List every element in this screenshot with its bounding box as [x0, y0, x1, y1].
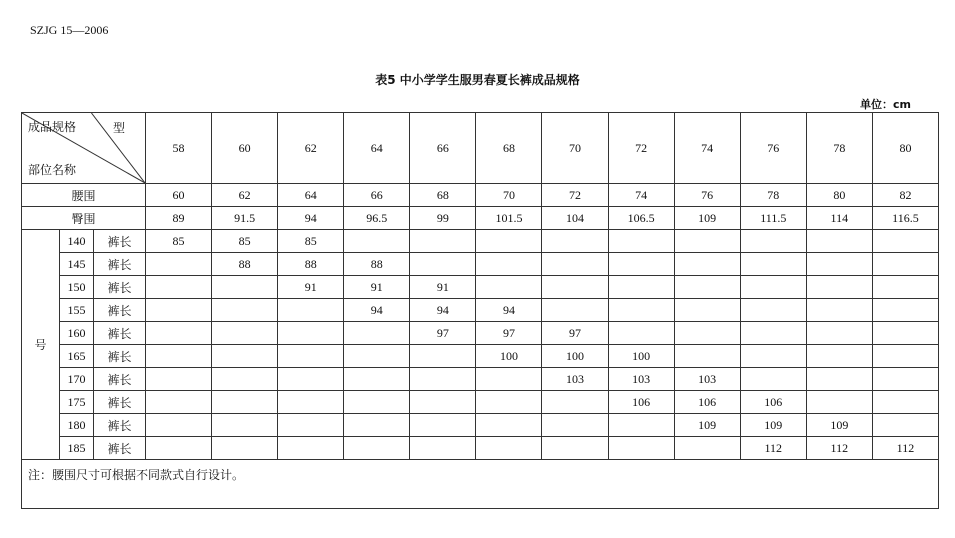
length-value-cell — [872, 299, 938, 322]
note-row — [22, 460, 939, 509]
length-value-cell: 109 — [806, 414, 872, 437]
length-value-cell: 88 — [212, 253, 278, 276]
size-value-cell: 150 — [60, 276, 94, 299]
length-value-cell — [212, 345, 278, 368]
length-value-cell: 85 — [278, 230, 344, 253]
length-value-cell: 112 — [806, 437, 872, 460]
length-value-cell — [278, 391, 344, 414]
length-value-cell — [740, 230, 806, 253]
length-value-cell — [410, 437, 476, 460]
length-value-cell — [608, 299, 674, 322]
waist-value-cell: 64 — [278, 184, 344, 207]
length-value-cell — [476, 391, 542, 414]
length-value-cell: 112 — [740, 437, 806, 460]
hip-row — [22, 207, 939, 230]
length-value-cell: 100 — [476, 345, 542, 368]
size-value-cell: 140 — [60, 230, 94, 253]
length-value-cell — [608, 253, 674, 276]
length-value-cell — [476, 437, 542, 460]
length-value-cell: 91 — [410, 276, 476, 299]
length-value-cell — [476, 368, 542, 391]
length-value-cell — [674, 345, 740, 368]
size-value-cell: 185 — [60, 437, 94, 460]
length-value-cell — [740, 299, 806, 322]
size-value-cell: 175 — [60, 391, 94, 414]
length-value-cell — [872, 253, 938, 276]
length-value-cell — [806, 230, 872, 253]
hip-value-cell: 106.5 — [608, 207, 674, 230]
length-value-cell: 97 — [542, 322, 608, 345]
length-value-cell — [344, 368, 410, 391]
length-value-cell: 112 — [872, 437, 938, 460]
hip-value-cell: 94 — [278, 207, 344, 230]
length-value-cell — [674, 276, 740, 299]
length-value-cell — [278, 414, 344, 437]
table-title: 表5 中小学学生服男春夏长裤成品规格 — [375, 73, 580, 87]
length-value-cell: 94 — [476, 299, 542, 322]
length-value-cell — [146, 414, 212, 437]
waist-value-cell: 68 — [410, 184, 476, 207]
length-value-cell — [410, 230, 476, 253]
type-header-cell: 70 — [542, 113, 608, 184]
size-row — [22, 345, 939, 368]
length-value-cell — [476, 253, 542, 276]
header-row — [22, 113, 939, 184]
length-value-cell — [212, 368, 278, 391]
length-value-cell — [476, 414, 542, 437]
table-note: 注：腰围尺寸可根据不同款式自行设计。 — [22, 460, 939, 509]
size-row — [22, 391, 939, 414]
length-value-cell — [872, 276, 938, 299]
size-value-cell: 160 — [60, 322, 94, 345]
length-value-cell — [146, 253, 212, 276]
size-value-cell: 165 — [60, 345, 94, 368]
type-header-cell: 78 — [806, 113, 872, 184]
length-value-cell — [278, 437, 344, 460]
waist-value-cell: 66 — [344, 184, 410, 207]
part-name-cell: 裤长 — [94, 299, 146, 322]
size-row — [22, 437, 939, 460]
length-value-cell — [146, 437, 212, 460]
part-name-cell: 裤长 — [94, 345, 146, 368]
length-value-cell — [410, 368, 476, 391]
size-row — [22, 322, 939, 345]
length-value-cell — [872, 322, 938, 345]
length-value-cell — [146, 368, 212, 391]
type-header-cell: 60 — [212, 113, 278, 184]
size-value-cell: 145 — [60, 253, 94, 276]
waist-value-cell: 74 — [608, 184, 674, 207]
length-value-cell — [344, 345, 410, 368]
length-value-cell — [146, 345, 212, 368]
type-header-cell: 80 — [872, 113, 938, 184]
spec-table — [21, 112, 939, 509]
length-value-cell — [674, 437, 740, 460]
length-value-cell — [806, 345, 872, 368]
waist-row — [22, 184, 939, 207]
length-value-cell — [344, 414, 410, 437]
length-value-cell — [806, 299, 872, 322]
part-name-cell: 裤长 — [94, 391, 146, 414]
length-value-cell: 85 — [146, 230, 212, 253]
length-value-cell — [674, 253, 740, 276]
type-header-cell: 66 — [410, 113, 476, 184]
length-value-cell: 97 — [410, 322, 476, 345]
length-value-cell — [410, 391, 476, 414]
length-value-cell — [410, 253, 476, 276]
length-value-cell: 109 — [674, 414, 740, 437]
waist-value-cell: 78 — [740, 184, 806, 207]
type-header-cell: 76 — [740, 113, 806, 184]
length-value-cell — [872, 368, 938, 391]
size-row — [22, 230, 939, 253]
document-id: SZJG 15—2006 — [30, 23, 109, 37]
type-header-cell: 72 — [608, 113, 674, 184]
length-value-cell — [806, 368, 872, 391]
waist-value-cell: 76 — [674, 184, 740, 207]
length-value-cell — [344, 230, 410, 253]
size-value-cell: 180 — [60, 414, 94, 437]
length-value-cell — [872, 414, 938, 437]
length-value-cell: 100 — [542, 345, 608, 368]
length-value-cell — [872, 391, 938, 414]
length-value-cell — [608, 276, 674, 299]
type-header-cell: 62 — [278, 113, 344, 184]
size-row — [22, 299, 939, 322]
length-value-cell — [674, 322, 740, 345]
length-value-cell — [806, 322, 872, 345]
length-value-cell — [344, 391, 410, 414]
length-value-cell — [212, 437, 278, 460]
corner-type-label: 型 — [113, 121, 126, 135]
length-value-cell — [278, 299, 344, 322]
hip-value-cell: 91.5 — [212, 207, 278, 230]
length-value-cell — [872, 345, 938, 368]
length-value-cell: 88 — [344, 253, 410, 276]
length-value-cell — [806, 253, 872, 276]
length-value-cell — [608, 437, 674, 460]
part-name-cell: 裤长 — [94, 276, 146, 299]
hip-value-cell: 109 — [674, 207, 740, 230]
length-value-cell: 97 — [476, 322, 542, 345]
length-value-cell — [608, 230, 674, 253]
part-name-cell: 裤长 — [94, 368, 146, 391]
size-row — [22, 253, 939, 276]
waist-value-cell: 72 — [542, 184, 608, 207]
hip-value-cell: 89 — [146, 207, 212, 230]
length-value-cell — [608, 414, 674, 437]
length-value-cell — [542, 253, 608, 276]
part-name-cell: 裤长 — [94, 253, 146, 276]
length-value-cell — [542, 437, 608, 460]
length-value-cell: 94 — [410, 299, 476, 322]
hip-value-cell: 101.5 — [476, 207, 542, 230]
size-group-label: 号 — [22, 230, 60, 460]
type-header-cell: 64 — [344, 113, 410, 184]
length-value-cell — [344, 322, 410, 345]
length-value-cell — [476, 230, 542, 253]
length-value-cell: 85 — [212, 230, 278, 253]
length-value-cell: 109 — [740, 414, 806, 437]
type-header-cell: 58 — [146, 113, 212, 184]
part-name-cell: 裤长 — [94, 437, 146, 460]
corner-part-label: 部位名称 — [28, 163, 77, 177]
part-name-cell: 裤长 — [94, 414, 146, 437]
length-value-cell: 91 — [344, 276, 410, 299]
hip-label: 臀围 — [22, 207, 146, 230]
size-value-cell: 155 — [60, 299, 94, 322]
length-value-cell — [212, 322, 278, 345]
length-value-cell — [608, 322, 674, 345]
length-value-cell: 88 — [278, 253, 344, 276]
length-value-cell — [410, 345, 476, 368]
length-value-cell: 103 — [674, 368, 740, 391]
length-value-cell: 106 — [740, 391, 806, 414]
length-value-cell — [542, 414, 608, 437]
length-value-cell — [542, 299, 608, 322]
length-value-cell — [740, 368, 806, 391]
waist-value-cell: 80 — [806, 184, 872, 207]
length-value-cell — [212, 414, 278, 437]
size-row — [22, 276, 939, 299]
hip-value-cell: 114 — [806, 207, 872, 230]
waist-value-cell: 62 — [212, 184, 278, 207]
length-value-cell — [146, 391, 212, 414]
length-value-cell — [212, 391, 278, 414]
length-value-cell — [278, 368, 344, 391]
hip-value-cell: 104 — [542, 207, 608, 230]
length-value-cell — [212, 299, 278, 322]
length-value-cell — [740, 322, 806, 345]
length-value-cell — [278, 322, 344, 345]
type-header-cell: 68 — [476, 113, 542, 184]
waist-value-cell: 60 — [146, 184, 212, 207]
corner-header — [22, 113, 146, 184]
length-value-cell: 103 — [542, 368, 608, 391]
hip-value-cell: 96.5 — [344, 207, 410, 230]
length-value-cell: 100 — [608, 345, 674, 368]
waist-value-cell: 70 — [476, 184, 542, 207]
length-value-cell: 103 — [608, 368, 674, 391]
length-value-cell — [344, 437, 410, 460]
hip-value-cell: 99 — [410, 207, 476, 230]
unit-label: 单位：cm — [860, 98, 911, 111]
waist-label: 腰围 — [22, 184, 146, 207]
length-value-cell — [146, 276, 212, 299]
size-row — [22, 368, 939, 391]
length-value-cell: 91 — [278, 276, 344, 299]
length-value-cell — [872, 230, 938, 253]
length-value-cell — [740, 345, 806, 368]
length-value-cell — [806, 391, 872, 414]
length-value-cell: 106 — [674, 391, 740, 414]
length-value-cell — [674, 230, 740, 253]
corner-spec-label: 成品规格 — [28, 120, 77, 134]
part-name-cell: 裤长 — [94, 230, 146, 253]
length-value-cell — [476, 276, 542, 299]
waist-value-cell: 82 — [872, 184, 938, 207]
length-value-cell — [146, 322, 212, 345]
length-value-cell — [146, 299, 212, 322]
length-value-cell: 94 — [344, 299, 410, 322]
length-value-cell — [278, 345, 344, 368]
length-value-cell — [410, 414, 476, 437]
hip-value-cell: 116.5 — [872, 207, 938, 230]
length-value-cell — [542, 391, 608, 414]
length-value-cell — [212, 276, 278, 299]
size-row — [22, 414, 939, 437]
length-value-cell — [806, 276, 872, 299]
hip-value-cell: 111.5 — [740, 207, 806, 230]
length-value-cell — [740, 253, 806, 276]
length-value-cell — [542, 276, 608, 299]
size-value-cell: 170 — [60, 368, 94, 391]
length-value-cell — [542, 230, 608, 253]
length-value-cell — [740, 276, 806, 299]
length-value-cell — [674, 299, 740, 322]
type-header-cell: 74 — [674, 113, 740, 184]
length-value-cell: 106 — [608, 391, 674, 414]
part-name-cell: 裤长 — [94, 322, 146, 345]
